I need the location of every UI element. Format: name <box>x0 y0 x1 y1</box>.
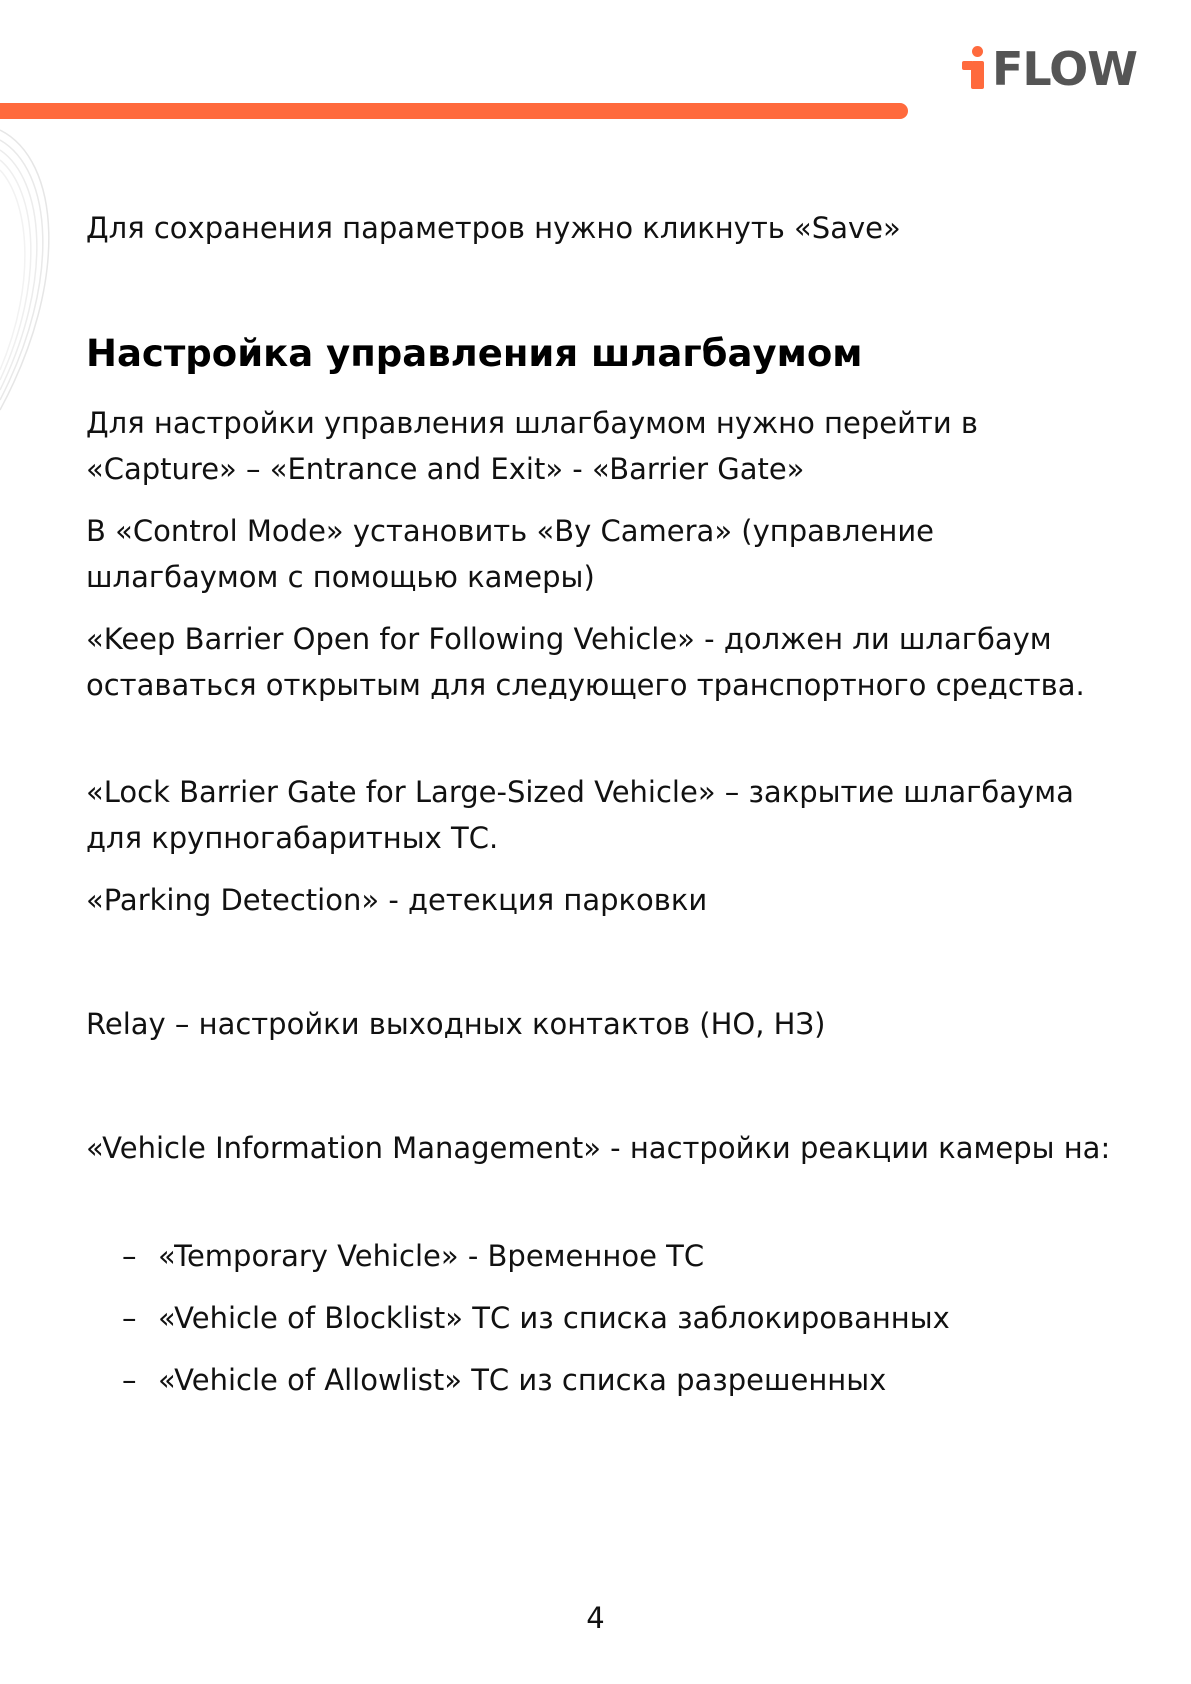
decorative-curves <box>0 120 80 420</box>
list-item-text: «Vehicle of Blocklist» ТС из списка заблокированных <box>158 1301 950 1335</box>
list-dash: – <box>122 1363 137 1397</box>
paragraph-parking-detection: «Parking Detection» - детекция парковки <box>86 883 708 917</box>
list-item-text: «Vehicle of Allowlist» ТС из списка разрешенных <box>158 1363 887 1397</box>
brand-logo <box>968 42 1137 96</box>
paragraph-control-mode: В «Control Mode» установить «By Camera» (управление шлагбаумом с помощью камеры) <box>86 514 935 594</box>
section-heading: Настройка управления шлагбаумом <box>86 332 863 375</box>
paragraph-vehicle-info: «Vehicle Information Management» - настройки реакции камеры на: <box>86 1131 1111 1165</box>
list-dash: – <box>122 1239 137 1273</box>
list-item <box>122 1357 950 1403</box>
list-dash: – <box>122 1301 137 1335</box>
logo-text: FLOW <box>992 42 1137 96</box>
intro-text: Для сохранения параметров нужно кликнуть «Save» <box>86 211 901 245</box>
list-item-text: «Temporary Vehicle» - Временное ТС <box>158 1239 705 1273</box>
paragraph-keep-barrier-open: «Keep Barrier Open for Following Vehicle» - должен ли шлагбаум оставаться открытым для следующего транспортного средства. <box>86 622 1085 702</box>
header-accent-bar <box>0 103 908 119</box>
logo-i-icon <box>968 44 990 92</box>
vehicle-list <box>122 1233 950 1419</box>
paragraph-lock-barrier: «Lock Barrier Gate for Large-Sized Vehicle» – закрытие шлагбаума для крупногабаритных ТС. <box>86 775 1074 855</box>
paragraph-navigation: Для настройки управления шлагбаумом нужно перейти в «Capture» – «Entrance and Exit» - «Barrier Gate» <box>86 406 978 486</box>
list-item <box>122 1233 950 1279</box>
page-number: 4 <box>586 1601 605 1635</box>
list-item <box>122 1295 950 1341</box>
paragraph-relay: Relay – настройки выходных контактов (НО, НЗ) <box>86 1007 826 1041</box>
